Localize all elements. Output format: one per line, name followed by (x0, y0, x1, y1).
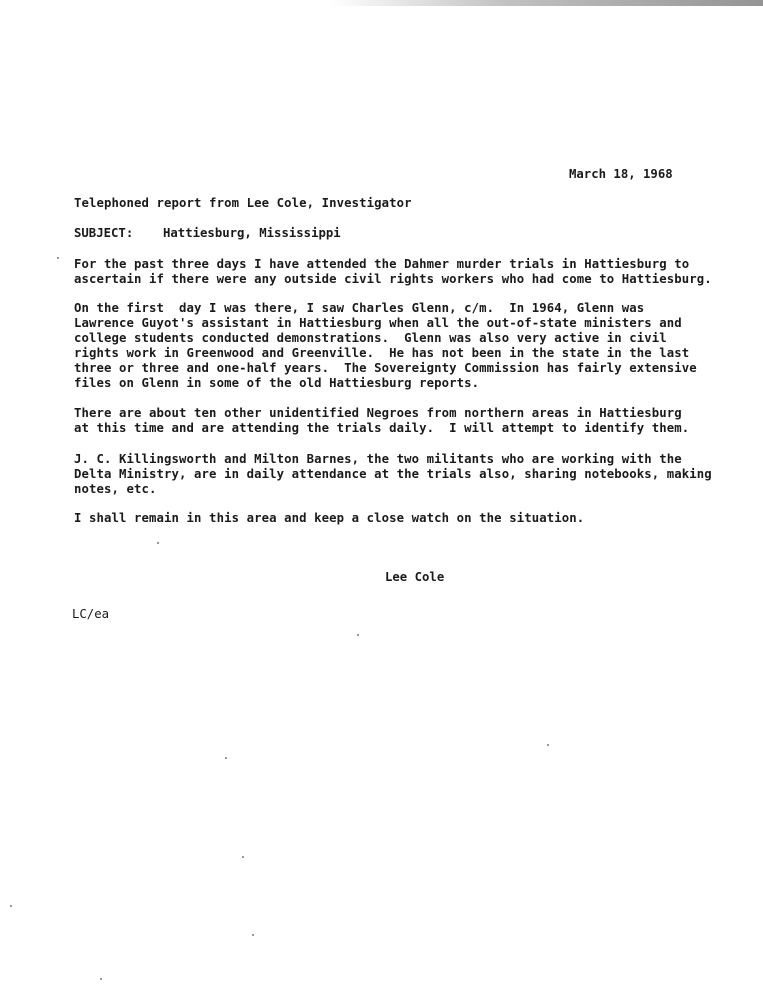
scan-edge-artifact (330, 0, 763, 6)
signature: Lee Cole (385, 570, 445, 584)
paragraph-1-line-1: For the past three days I have attended the Dahmer murder trials in Hattiesburg to (74, 257, 690, 271)
scan-speck (242, 856, 244, 858)
paragraph-2-line-4: rights work in Greenwood and Greenville. He has not been in the state in the last (74, 346, 690, 360)
paragraph-2-line-6: files on Glenn in some of the old Hattiesburg reports. (74, 376, 480, 390)
paragraph-4-line-2: Delta Ministry, are in daily attendance at the trials also, sharing notebooks, making (74, 467, 712, 481)
paragraph-3-line-1: There are about ten other unidentified Negroes from northern areas in Hattiesburg (74, 406, 682, 420)
report-date: March 18, 1968 (569, 167, 673, 181)
paragraph-5-line-1: I shall remain in this area and keep a close watch on the situation. (74, 511, 585, 525)
scan-speck (252, 934, 254, 936)
scan-speck (547, 744, 549, 746)
typist-initials: LC/ea (72, 607, 110, 621)
paragraph-1-line-2: ascertain if there were any outside civil rights workers who had come to Hattiesburg. (74, 272, 712, 286)
paragraph-4-line-1: J. C. Killingsworth and Milton Barnes, the two militants who are working with the (74, 452, 682, 466)
scan-speck (225, 757, 227, 759)
paragraph-4-line-3: notes, etc. (74, 482, 157, 496)
paragraph-2-line-2: Lawrence Guyot's assistant in Hattiesburg when all the out-of-state ministers and (74, 316, 682, 330)
scan-speck (357, 634, 359, 636)
paragraph-2-line-1: On the first day I was there, I saw Charles Glenn, c/m. In 1964, Glenn was (74, 301, 645, 315)
scan-speck (157, 542, 159, 544)
subject-value: Hattiesburg, Mississippi (163, 226, 341, 240)
scan-speck (10, 905, 12, 907)
scan-speck (100, 978, 102, 980)
report-header: Telephoned report from Lee Cole, Investigator (74, 196, 412, 210)
paragraph-3-line-2: at this time and are attending the trials daily. I will attempt to identify them. (74, 421, 690, 435)
paragraph-2-line-5: three or three and one-half years. The Sovereignty Commission has fairly extensive (74, 361, 697, 375)
subject-label: SUBJECT: (74, 226, 134, 240)
paragraph-2-line-3: college students conducted demonstrations. Glenn was also very active in civil (74, 331, 667, 345)
scan-speck (57, 257, 59, 259)
